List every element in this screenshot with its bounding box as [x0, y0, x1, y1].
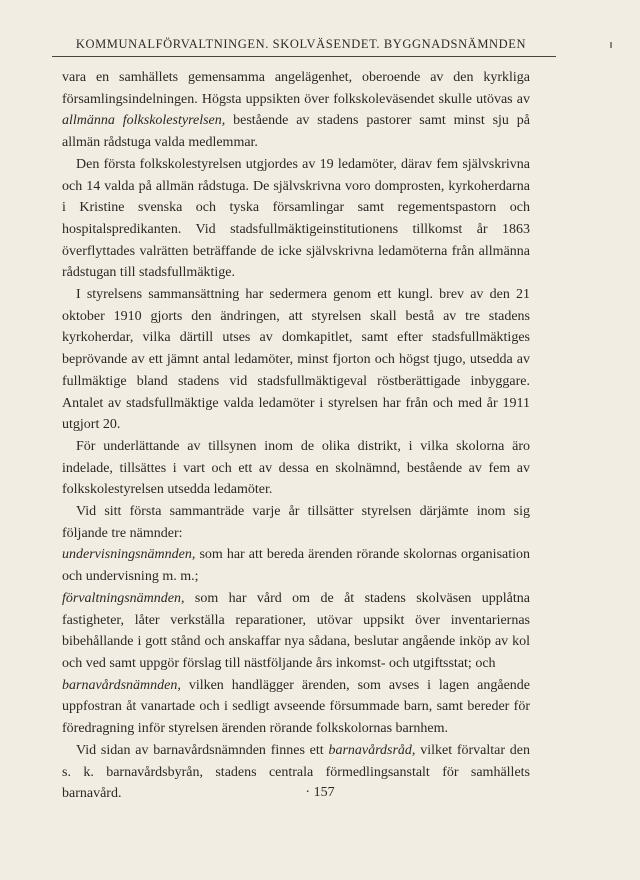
paragraph-3: I styrelsens sammansättning har sedermera genom ett kungl. brev av den 21 oktober 1910 gjorts den ändringen, att styrelsen skall bestå av tre stadens kyrkoherdar, vilka därtill utses av domkapitlet, samt efter stadsfullmäktiges beprövande av ett jämnt antal ledamöter, minst fjorton och högst tjugo, utsedda av fullmäktige bland stadens vid stadsfullmäktigeval röstberättigade inbyggare. Antalet av stadsfullmäktige valda ledamöter i styrelsen har från och med år 1911 utgjort 20.	[62, 287, 530, 433]
page-number: · 157	[305, 785, 335, 800]
list-item-undervisningsnamnden	[62, 544, 530, 587]
paragraph-6-rest: vilket förvaltar den s. k. barnavårdsbyrån, stadens centrala förmedlingsanstalt för samhällets barnavård.	[62, 742, 531, 802]
paragraph-2: Den första folkskolestyrelsen utgjordes av 19 ledamöter, därav fem självskrivna och 14 valda på allmän rådstuga. De självskrivna voro domprosten, kyrkoherdarna i Kristine svenska och tyska församlingar samt regementspastorn och hospitalspredikanten. Vid stadsfullmäktigeinstitutionens tillkomst år 1863 överflyttades valrätten beträffande de icke självskrivna ledamöterna från allmänna rådstugan till stadsfullmäktige.	[62, 156, 530, 281]
list-item-barnavardsnamnden	[62, 675, 530, 740]
item-3-text: vilken handlägger ärenden, som avses i lagen angående uppfostran åt vanartade och i sedligt avseende försummade barn, samt bereder för föredragning inför styrelsen ärenden rörande folkskolornas barnhem.	[62, 677, 531, 737]
list-item-forvaltningsnamnden	[62, 588, 530, 675]
term-forvaltningsnamnden: förvaltningsnämnden,	[62, 590, 185, 606]
paragraph-1-rest: bestående av stadens pastorer samt minst sju på allmän rådstuga valda medlemmar.	[62, 113, 531, 151]
running-header: KOMMUNALFÖRVALTNINGEN. SKOLVÄSENDET. BYGGNADSNÄMNDEN	[75, 37, 527, 51]
paragraph-6-text: Vid sidan av barnavårdsnämnden finnes ett	[76, 742, 324, 758]
term-allmanna-folkskolestyrelsen: allmänna folkskolestyrelsen,	[62, 113, 226, 129]
paragraph-1	[62, 67, 530, 154]
paragraph-5: Vid sitt första sammanträde varje år tillsätter styrelsen därjämte inom sig följande tre nämnder:	[62, 504, 530, 541]
paragraph-1-text: vara en samhällets gemensamma angelägenhet, oberoende av den kyrkliga församlingsindelningen. Högsta uppsikten över folkskoleväsendet skulle utövas av	[62, 70, 530, 107]
item-1-text: som har att bereda ärenden rörande skolornas organisation och undervisning m. m.;	[62, 547, 531, 585]
term-barnavardsrad: barnavårdsråd,	[328, 742, 416, 758]
term-barnavardsnamnden: barnavårdsnämnden,	[62, 677, 181, 693]
margin-mark	[610, 42, 612, 48]
item-2-text: som har vård om de åt stadens skolväsen upplåtna fastigheter, låter verkställa reparationer, utövar uppsikt över inventariernas bibehållande i gott stånd och anskaffar nya sådana, beslutar angående inköp av kol och ved samt uppgör förslag till nästföljande års inkomst- och utgiftsstat; och	[62, 590, 531, 671]
body-text	[62, 67, 530, 805]
paragraph-4: För underlättande av tillsynen inom de olika distrikt, i vilka skolorna äro indelade, tillsättes i vart och ett av dessa en skolnämnd, bestående av fem av folkskolestyrelsen utsedda ledamöter.	[62, 438, 530, 498]
header-rule	[52, 56, 556, 57]
term-undervisningsnamnden: undervisningsnämnden,	[62, 547, 196, 563]
